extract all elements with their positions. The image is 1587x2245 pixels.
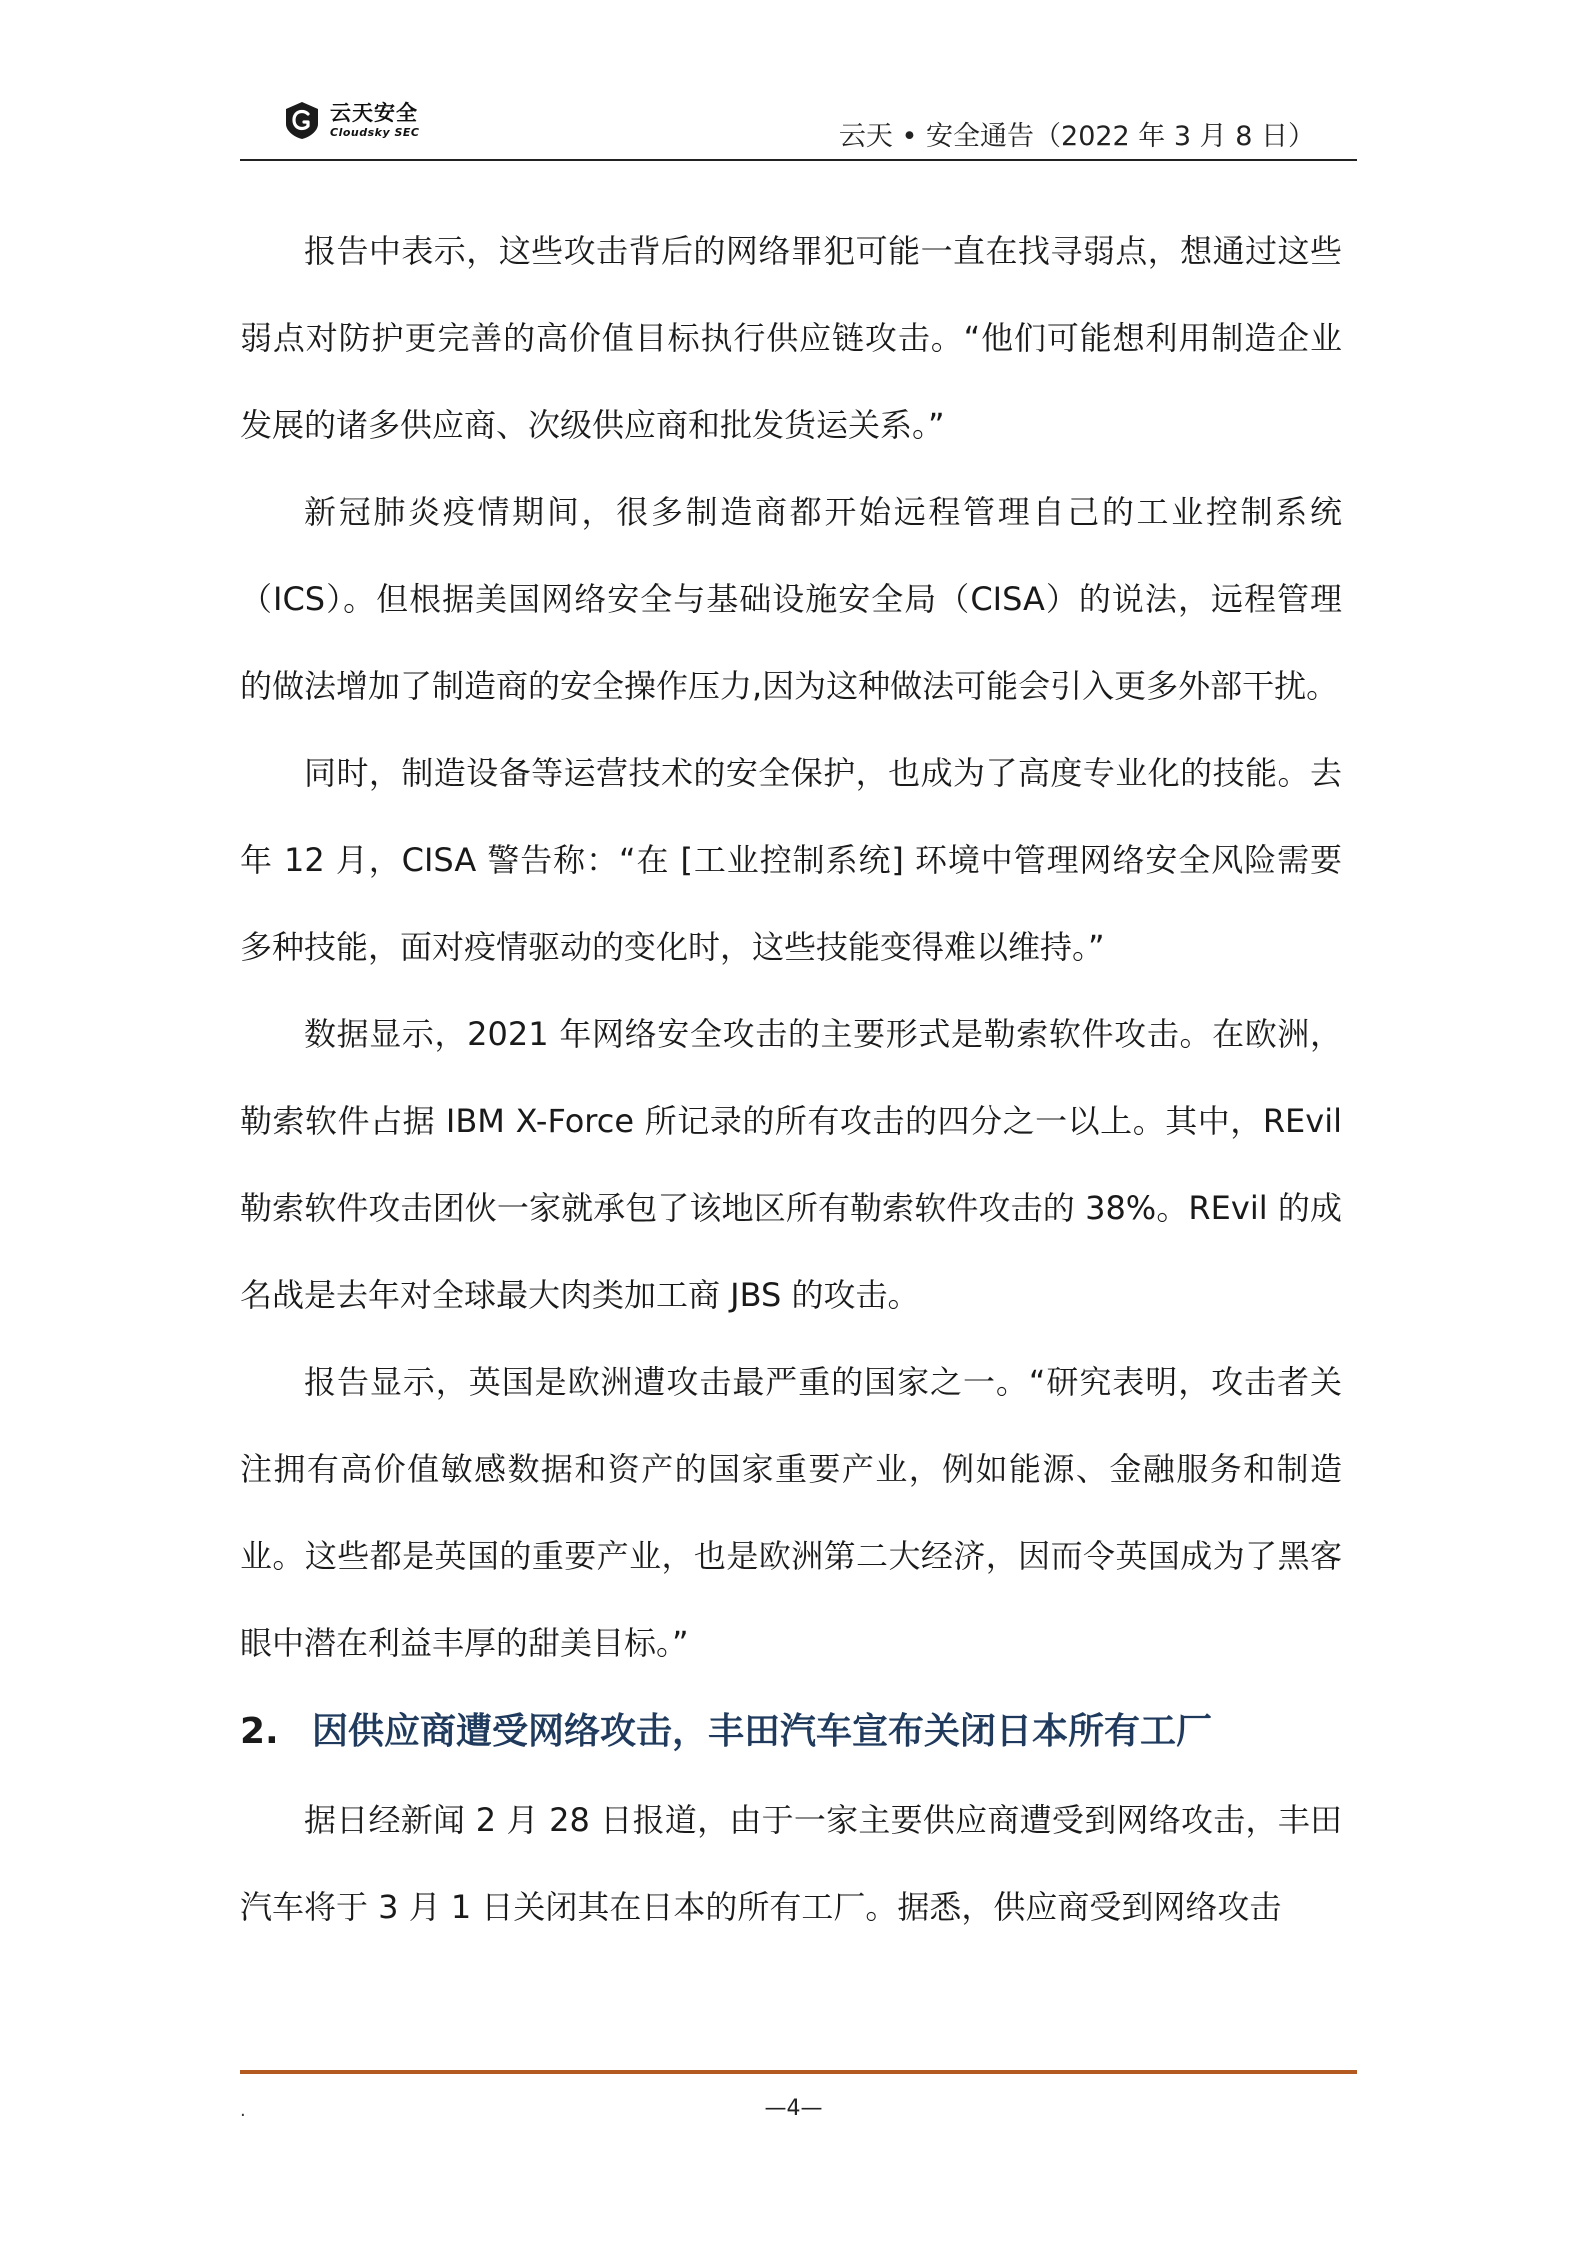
header-divider <box>240 159 1357 161</box>
paragraph: 新冠肺炎疫情期间，很多制造商都开始远程管理自己的工业控制系统（ICS）。但根据美国网络安全与基础设施安全局（CISA）的说法，远程管理的做法增加了制造商的安全操作压力,因为这种做法可能会引入更多外部干扰。 <box>240 493 1342 705</box>
bulletin-title: 云天 • 安全通告（2022 年 3 月 8 日） <box>838 121 1315 152</box>
paragraph: 据日经新闻 2 月 28 日报道，由于一家主要供应商遭受到网络攻击，丰田汽车将于 3 月 1 日关闭其在日本的所有工厂。据悉，供应商受到网络攻击 <box>240 1801 1342 1926</box>
paragraph: 同时，制造设备等运营技术的安全保护，也成为了高度专业化的技能。去年 12 月，CISA 警告称：“在 [工业控制系统] 环境中管理网络安全风险需要多种技能，面对疫情驱动的变化时，这些技能变得难以维持。” <box>240 754 1342 966</box>
logo-english-name: Cloudsky SEC <box>330 125 420 139</box>
section-number: 2. <box>240 1711 279 1752</box>
paragraph: 数据显示，2021 年网络安全攻击的主要形式是勒索软件攻击。在欧洲，勒索软件占据 IBM X-Force 所记录的所有攻击的四分之一以上。其中，REvil 勒索软件攻击团伙一家就承包了该地区所有勒索软件攻击的 38%。REvil 的成名战是去年对全球最大肉类加工商 JBS 的攻击。 <box>240 1015 1342 1314</box>
cloudsky-logo-icon <box>282 100 322 140</box>
logo-wordmark <box>330 100 420 139</box>
paragraph: 报告中表示，这些攻击背后的网络罪犯可能一直在找寻弱点，想通过这些弱点对防护更完善的高价值目标执行供应链攻击。“他们可能想利用制造企业发展的诸多供应商、次级供应商和批发货运关系。” <box>240 232 1342 444</box>
footer-mark: . <box>240 2100 246 2121</box>
paragraph: 报告显示，英国是欧洲遭攻击最严重的国家之一。“研究表明，攻击者关注拥有高价值敏感数据和资产的国家重要产业，例如能源、金融服务和制造业。这些都是英国的重要产业，也是欧洲第二大经济，因而令英国成为了黑客眼中潜在利益丰厚的甜美目标。” <box>240 1363 1342 1662</box>
page-number: —4— <box>764 2096 823 2121</box>
section-title: 因供应商遭受网络攻击，丰田汽车宣布关闭日本所有工厂 <box>312 1711 1213 1752</box>
footer-divider <box>240 2070 1357 2074</box>
document-body <box>240 208 1342 1951</box>
company-logo <box>282 100 419 140</box>
logo-chinese-name: 云天安全 <box>330 100 418 125</box>
section-heading <box>240 1687 1342 1777</box>
page-header <box>240 96 1357 160</box>
